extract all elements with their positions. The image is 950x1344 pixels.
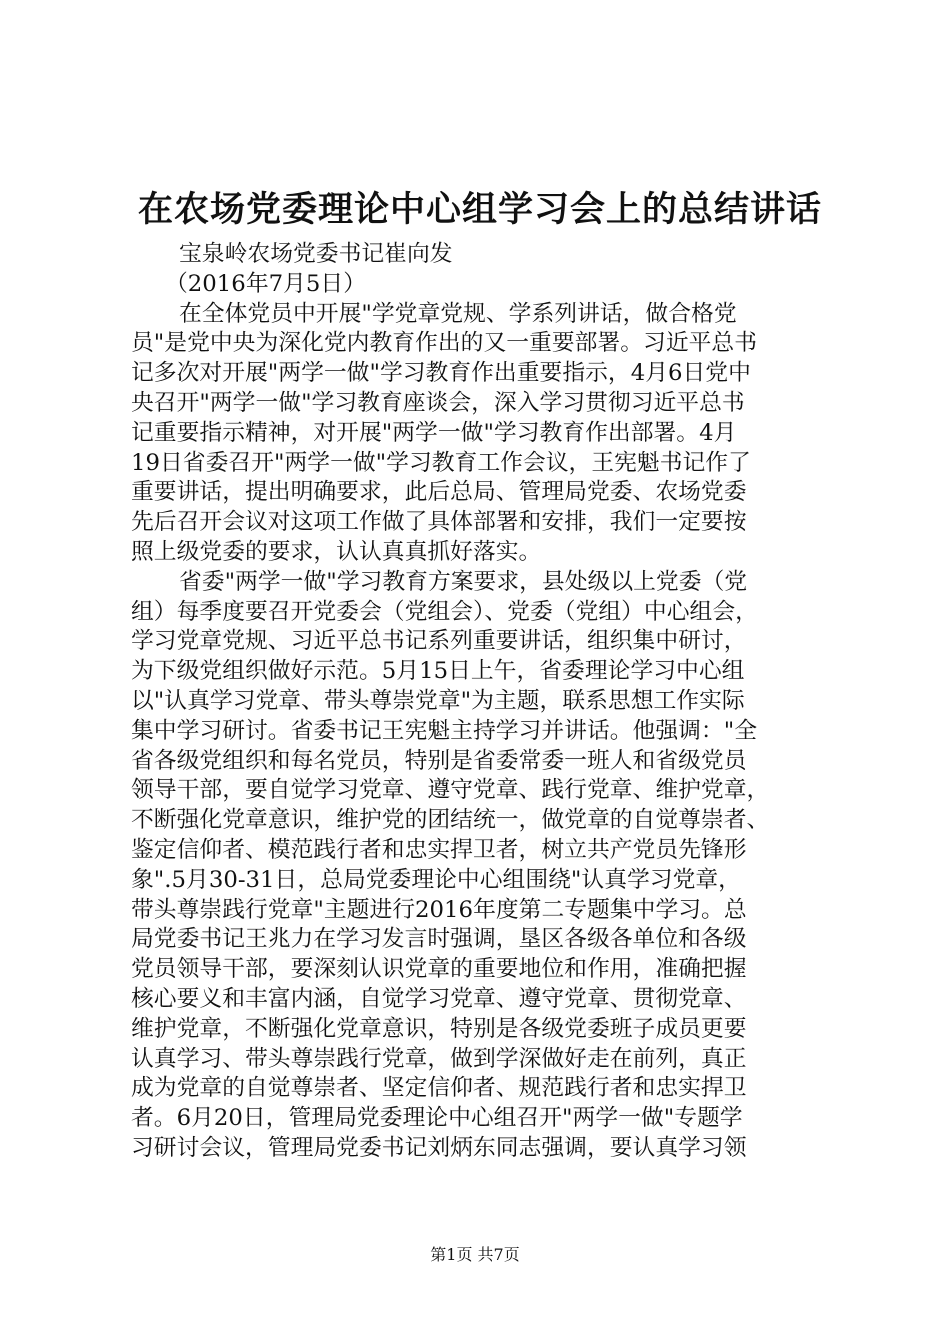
document-title: 在农场党委理论中心组学习会上的总结讲话 xyxy=(137,189,822,230)
text-line: 央召开"两学一做"学习教育座谈会，深入学习贯彻习近平总书 xyxy=(131,389,745,416)
text-line: 在全体党员中开展"学党章党规、学系列讲话，做合格党 xyxy=(179,300,737,327)
text-line: 不断强化党章意识，维护党的团结统一，做党章的自觉尊崇者、 xyxy=(131,807,770,834)
text-line: 员"是党中央为深化党内教育作出的又一重要部署。习近平总书 xyxy=(131,330,758,357)
text-line: 学习党章党规、习近平总书记系列重要讲话，组织集中研讨， xyxy=(131,628,747,655)
text-line: 集中学习研讨。省委书记王宪魁主持学习并讲话。他强调："全 xyxy=(131,717,758,744)
text-line: 领导干部，要自觉学习党章、遵守党章、践行党章、维护党章， xyxy=(131,777,770,804)
text-line: 党员领导干部，要深刻认识党章的重要地位和作用，准确把握 xyxy=(131,956,747,983)
text-line: 习研讨会议，管理局党委书记刘炳东同志强调，要认真学习领 xyxy=(131,1134,747,1161)
text-line: 记重要指示精神，对开展"两学一做"学习教育作出部署。4月 xyxy=(131,419,737,446)
text-line: 省各级党组织和每名党员，特别是省委常委一班人和省级党员 xyxy=(131,747,747,774)
author-line: 宝泉岭农场党委书记崔向发 xyxy=(179,241,453,267)
text-line: 成为党章的自觉尊崇者、坚定信仰者、规范践行者和忠实捍卫 xyxy=(131,1075,747,1102)
document-body xyxy=(131,240,831,1164)
text-line: 以"认真学习党章、带头尊崇党章"为主题，联系思想工作实际 xyxy=(131,687,745,714)
text-line: 照上级党委的要求，认认真真抓好落实。 xyxy=(131,538,542,565)
text-line: 先后召开会议对这项工作做了具体部署和安排，我们一定要按 xyxy=(131,509,747,536)
text-line: 记多次对开展"两学一做"学习教育作出重要指示，4月6日党中 xyxy=(131,360,751,387)
text-line: 省委"两学一做"学习教育方案要求，县处级以上党委（党 xyxy=(179,568,748,595)
text-line: 核心要义和丰富内涵，自觉学习党章、遵守党章、贯彻党章、 xyxy=(131,985,747,1012)
text-line: 维护党章，不断强化党章意识，特别是各级党委班子成员更要 xyxy=(131,1015,747,1042)
text-line: 组）每季度要召开党委会（党组会）、党委（党组）中心组会， xyxy=(131,598,758,625)
text-line: 19日省委召开"两学一做"学习教育工作会议，王宪魁书记作了 xyxy=(131,449,751,476)
text-line: 者。6月20日，管理局党委理论中心组召开"两学一做"专题学 xyxy=(131,1105,743,1132)
text-line: 鉴定信仰者、模范践行者和忠实捍卫者，树立共产党员先锋形 xyxy=(131,836,747,863)
text-line: 为下级党组织做好示范。5月15日上午，省委理论学习中心组 xyxy=(131,658,745,685)
date-line: （2016年7月5日） xyxy=(165,270,367,297)
text-line: 认真学习、带头尊崇践行党章，做到学深做好走在前列，真正 xyxy=(131,1045,747,1072)
text-line: 带头尊崇践行党章"主题进行2016年度第二专题集中学习。总 xyxy=(131,896,747,923)
text-line: 局党委书记王兆力在学习发言时强调，垦区各级各单位和各级 xyxy=(131,926,747,953)
page-footer: 第1页 共7页 xyxy=(430,1245,520,1264)
text-line: 重要讲话，提出明确要求，此后总局、管理局党委、农场党委 xyxy=(131,479,747,506)
text-line: 象".5月30-31日，总局党委理论中心组围绕"认真学习党章， xyxy=(131,866,741,893)
